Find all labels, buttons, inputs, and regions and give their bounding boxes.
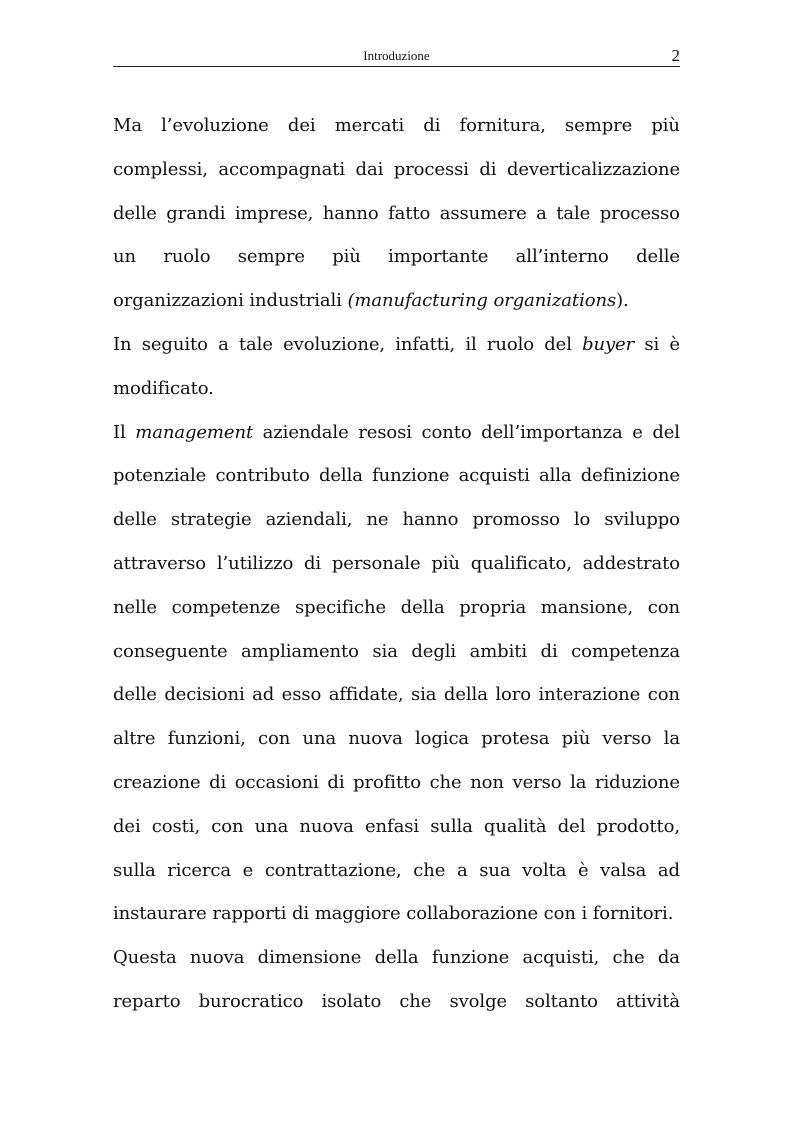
- text-line: Ma l’evoluzione dei mercati di fornitura, sempre più: [113, 115, 680, 136]
- page-header: [113, 46, 680, 67]
- text-line: reparto burocratico isolato che svolge soltanto attività: [113, 990, 680, 1012]
- text-line: instaurare rapporti di maggiore collaborazione con i fornitori.: [113, 903, 674, 925]
- text-line: In seguito a tale evoluzione, infatti, il ruolo del buyer si è: [113, 333, 680, 355]
- text-line: creazione di occasioni di profitto che non verso la riduzione: [113, 771, 680, 793]
- text-line: potenziale contributo della funzione acquisti alla definizione: [113, 465, 680, 487]
- page-number: 2: [671, 46, 680, 65]
- text-line: un ruolo sempre più importante all’interno delle: [113, 246, 680, 268]
- text-line: modificato.: [113, 377, 214, 399]
- text-line: nelle competenze specifiche della propria mansione, con: [113, 596, 680, 618]
- text-line: delle decisioni ad esso affidate, sia della loro interazione con: [113, 684, 680, 706]
- text-line: delle grandi imprese, hanno fatto assumere a tale processo: [113, 202, 680, 224]
- header-title: Introduzione: [363, 48, 430, 63]
- text-line: organizzazioni industriali (manufacturing organizations).: [113, 290, 629, 312]
- text-line: sulla ricerca e contrattazione, che a sua volta è valsa ad: [113, 859, 680, 881]
- text-line: Questa nuova dimensione della funzione acquisti, che da: [113, 947, 680, 969]
- text-line: delle strategie aziendali, ne hanno promosso lo sviluppo: [113, 509, 680, 531]
- text-line: altre funzioni, con una nuova logica protesa più verso la: [113, 728, 680, 750]
- text-line: conseguente ampliamento sia degli ambiti di competenza: [113, 640, 680, 662]
- italic-term: (manufacturing organizations: [347, 290, 617, 312]
- text-line: Il management aziendale resosi conto dell’importanza e del: [113, 421, 680, 443]
- text-line: attraverso l’utilizzo di personale più qualificato, addestrato: [113, 552, 680, 574]
- body-text: [113, 104, 680, 1024]
- text-line: dei costi, con una nuova enfasi sulla qualità del prodotto,: [113, 815, 680, 837]
- text-line: complessi, accompagnati dai processi di deverticalizzazione: [113, 158, 680, 180]
